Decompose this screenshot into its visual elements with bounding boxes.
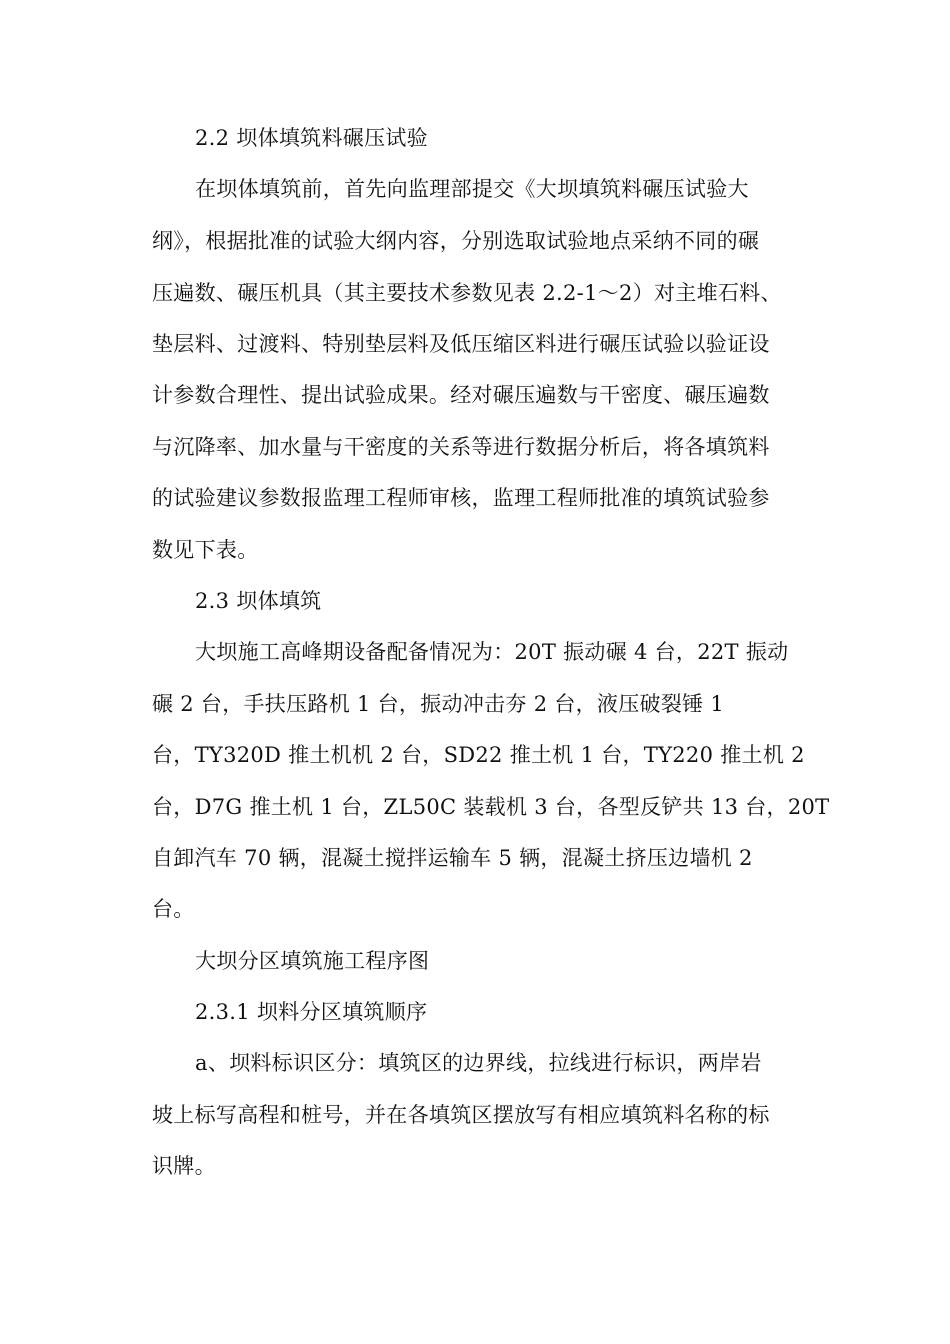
paragraph-line: 计参数合理性、提出试验成果。经对碾压遍数与干密度、碾压遍数 [152,383,770,407]
paragraph-line: 的试验建议参数报监理工程师审核，监理工程师批准的填筑试验参 [152,486,770,510]
heading-2-3: 2.3 坝体填筑 [195,589,322,613]
paragraph-line: 台。 [152,897,195,921]
paragraph-line: 碾 2 台，手扶压路机 1 台，振动冲击夯 2 台，液压破裂锤 1 [152,692,725,716]
paragraph-line: 台，TY320D 推土机机 2 台，SD22 推土机 1 台，TY220 推土机 2 [152,743,805,767]
paragraph-line: 数见下表。 [152,538,259,562]
paragraph-line: 坡上标写高程和桩号，并在各填筑区摆放写有相应填筑料名称的标 [152,1103,770,1127]
heading-2-3-1: 2.3.1 坝料分区填筑顺序 [195,1000,428,1024]
paragraph-line: 大坝施工高峰期设备配备情况为：20T 振动碾 4 台，22T 振动 [195,640,789,664]
paragraph-line: 与沉降率、加水量与干密度的关系等进行数据分析后，将各填筑料 [152,435,770,459]
paragraph-line: 识牌。 [152,1154,216,1178]
figure-caption: 大坝分区填筑施工程序图 [195,949,430,973]
heading-2-2: 2.2 坝体填筑料碾压试验 [195,126,428,150]
paragraph-line: a、坝料标识区分：填筑区的边界线，拉线进行标识，两岸岩 [195,1051,762,1075]
paragraph-line: 自卸汽车 70 辆，混凝土搅拌运输车 5 辆，混凝土挤压边墙机 2 [152,846,753,870]
paragraph-line: 垫层料、过渡料、特别垫层料及低压缩区料进行碾压试验以验证设 [152,332,770,356]
paragraph-line: 在坝体填筑前，首先向监理部提交《大坝填筑料碾压试验大 [195,177,749,201]
paragraph-line: 纲》，根据批准的试验大纲内容，分别选取试验地点采纳不同的碾 [152,229,760,253]
paragraph-line: 压遍数、碾压机具（其主要技术参数见表 2.2-1～2）对主堆石料、 [152,281,782,305]
paragraph-line: 台，D7G 推土机 1 台，ZL50C 装载机 3 台，各型反铲共 13 台，20T [152,795,830,819]
